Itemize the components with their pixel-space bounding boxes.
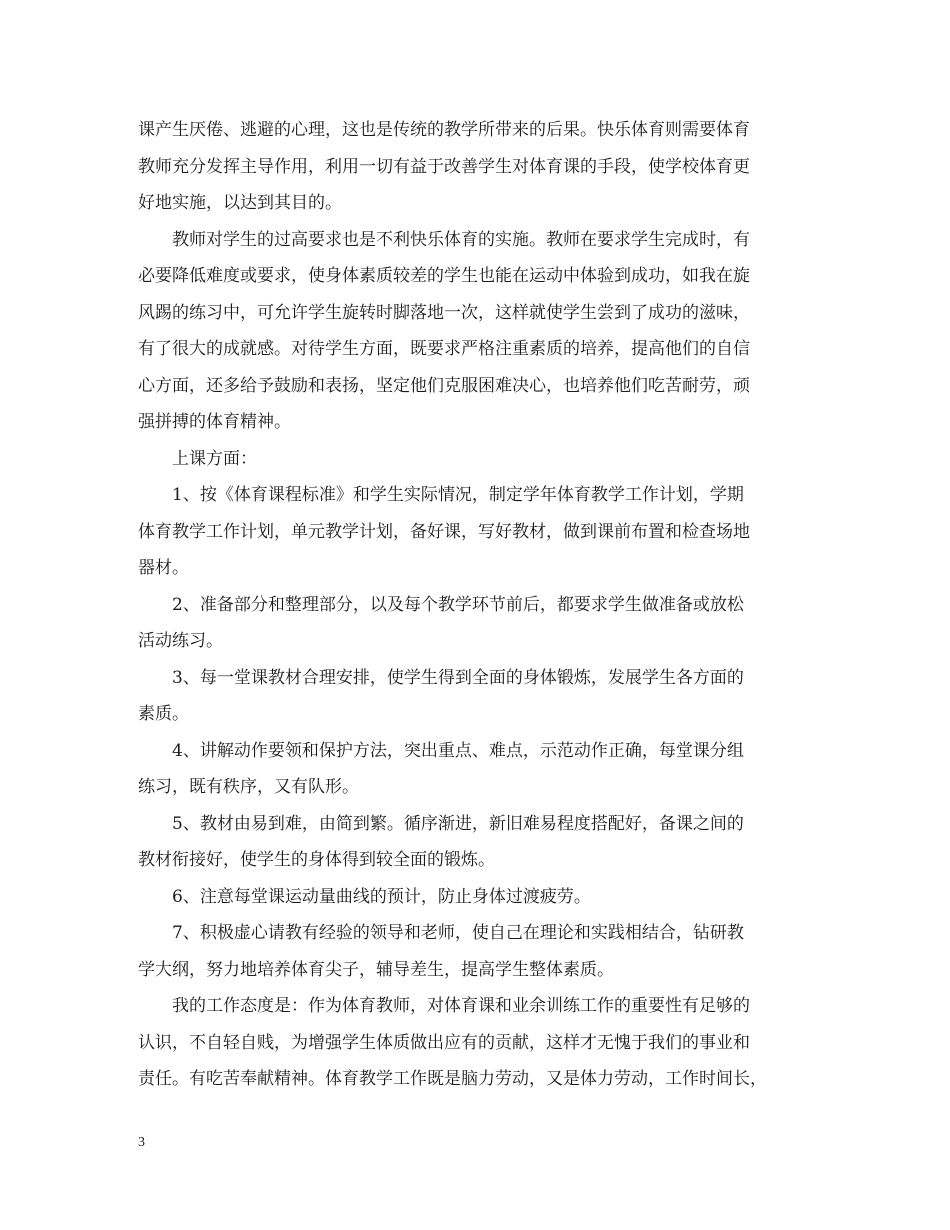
section-heading (138, 441, 818, 478)
text-line: 1、按《体育课程标准》和学生实际情况，制定学年体育教学工作计划，学期 (172, 485, 744, 505)
text-line: 教材衔接好，使学生的身体得到较全面的锻炼。 (138, 850, 495, 870)
list-item (138, 915, 818, 988)
text-line: 3、每一堂课教材合理安排，使学生得到全面的身体锻炼，发展学生各方面的 (172, 667, 744, 688)
text-line: 6、注意每堂课运动量曲线的预计，防止身体过渡疲劳。 (172, 886, 591, 907)
text-line: 素质。 (138, 704, 189, 724)
list-item (138, 733, 818, 806)
text-line: 4、讲解动作要领和保护方法，突出重点、难点，示范动作正确，每堂课分组 (172, 740, 744, 761)
text-line: 器材。 (138, 558, 189, 578)
text-line: 活动练习。 (138, 631, 223, 651)
text-line: 7、积极虚心请教有经验的领导和老师，使自己在理论和实践相结合，钻研教 (172, 923, 744, 943)
paragraph (138, 222, 818, 441)
list-item (138, 806, 818, 879)
paragraph (138, 112, 818, 222)
list-item (138, 477, 818, 587)
text-line: 好地实施，以达到其目的。 (138, 193, 342, 213)
text-line: 有了很大的成就感。对待学生方面，既要求严格注重素质的培养，提高他们的自信 (138, 339, 750, 359)
list-item (138, 587, 818, 660)
text-line: 心方面，还多给予鼓励和表扬，坚定他们克服困难决心，也培养他们吃苦耐劳，顽 (138, 375, 750, 396)
list-item (138, 660, 818, 733)
text-line: 体育教学工作计划，单元教学计划，备好课，写好教材，做到课前布置和检查场地 (138, 521, 750, 542)
text-line: 上课方面： (172, 448, 257, 469)
text-line: 教师充分发挥主导作用，利用一切有益于改善学生对体育课的手段，使学校体育更 (138, 156, 750, 177)
text-line: 风踢的练习中，可允许学生旋转时脚落地一次，这样就使学生尝到了成功的滋味， (138, 302, 750, 323)
text-line: 我的工作态度是：作为体育教师，对体育课和业余训练工作的重要性有足够的 (172, 996, 750, 1016)
text-line: 2、准备部分和整理部分，以及每个教学环节前后，都要求学生做准备或放松 (172, 594, 744, 615)
text-line: 强拼搏的体育精神。 (138, 412, 291, 432)
text-line: 责任。有吃苦奉献精神。体育教学工作既是脑力劳动，又是体力劳动，工作时间长， (138, 1069, 767, 1089)
list-item (138, 879, 818, 916)
document-body (138, 112, 818, 1098)
paragraph (138, 988, 818, 1098)
text-line: 课产生厌倦、逃避的心理，这也是传统的教学所带来的后果。快乐体育则需要体育 (138, 120, 750, 140)
text-line: 练习，既有秩序，又有队形。 (138, 777, 359, 797)
text-line: 认识，不自轻自贱，为增强学生体质做出应有的贡献，这样才无愧于我们的事业和 (138, 1032, 750, 1053)
page-number: 3 (138, 1135, 145, 1150)
text-line: 必要降低难度或要求，使身体素质较差的学生也能在运动中体验到成功，如我在旋 (138, 266, 750, 286)
text-line: 学大纲，努力地培养体育尖子，辅导差生，提高学生整体素质。 (138, 959, 614, 980)
text-line: 5、教材由易到难，由简到繁。循序渐进，新旧难易程度搭配好，备课之间的 (172, 813, 744, 834)
text-line: 教师对学生的过高要求也是不利快乐体育的实施。教师在要求学生完成时，有 (172, 229, 750, 250)
